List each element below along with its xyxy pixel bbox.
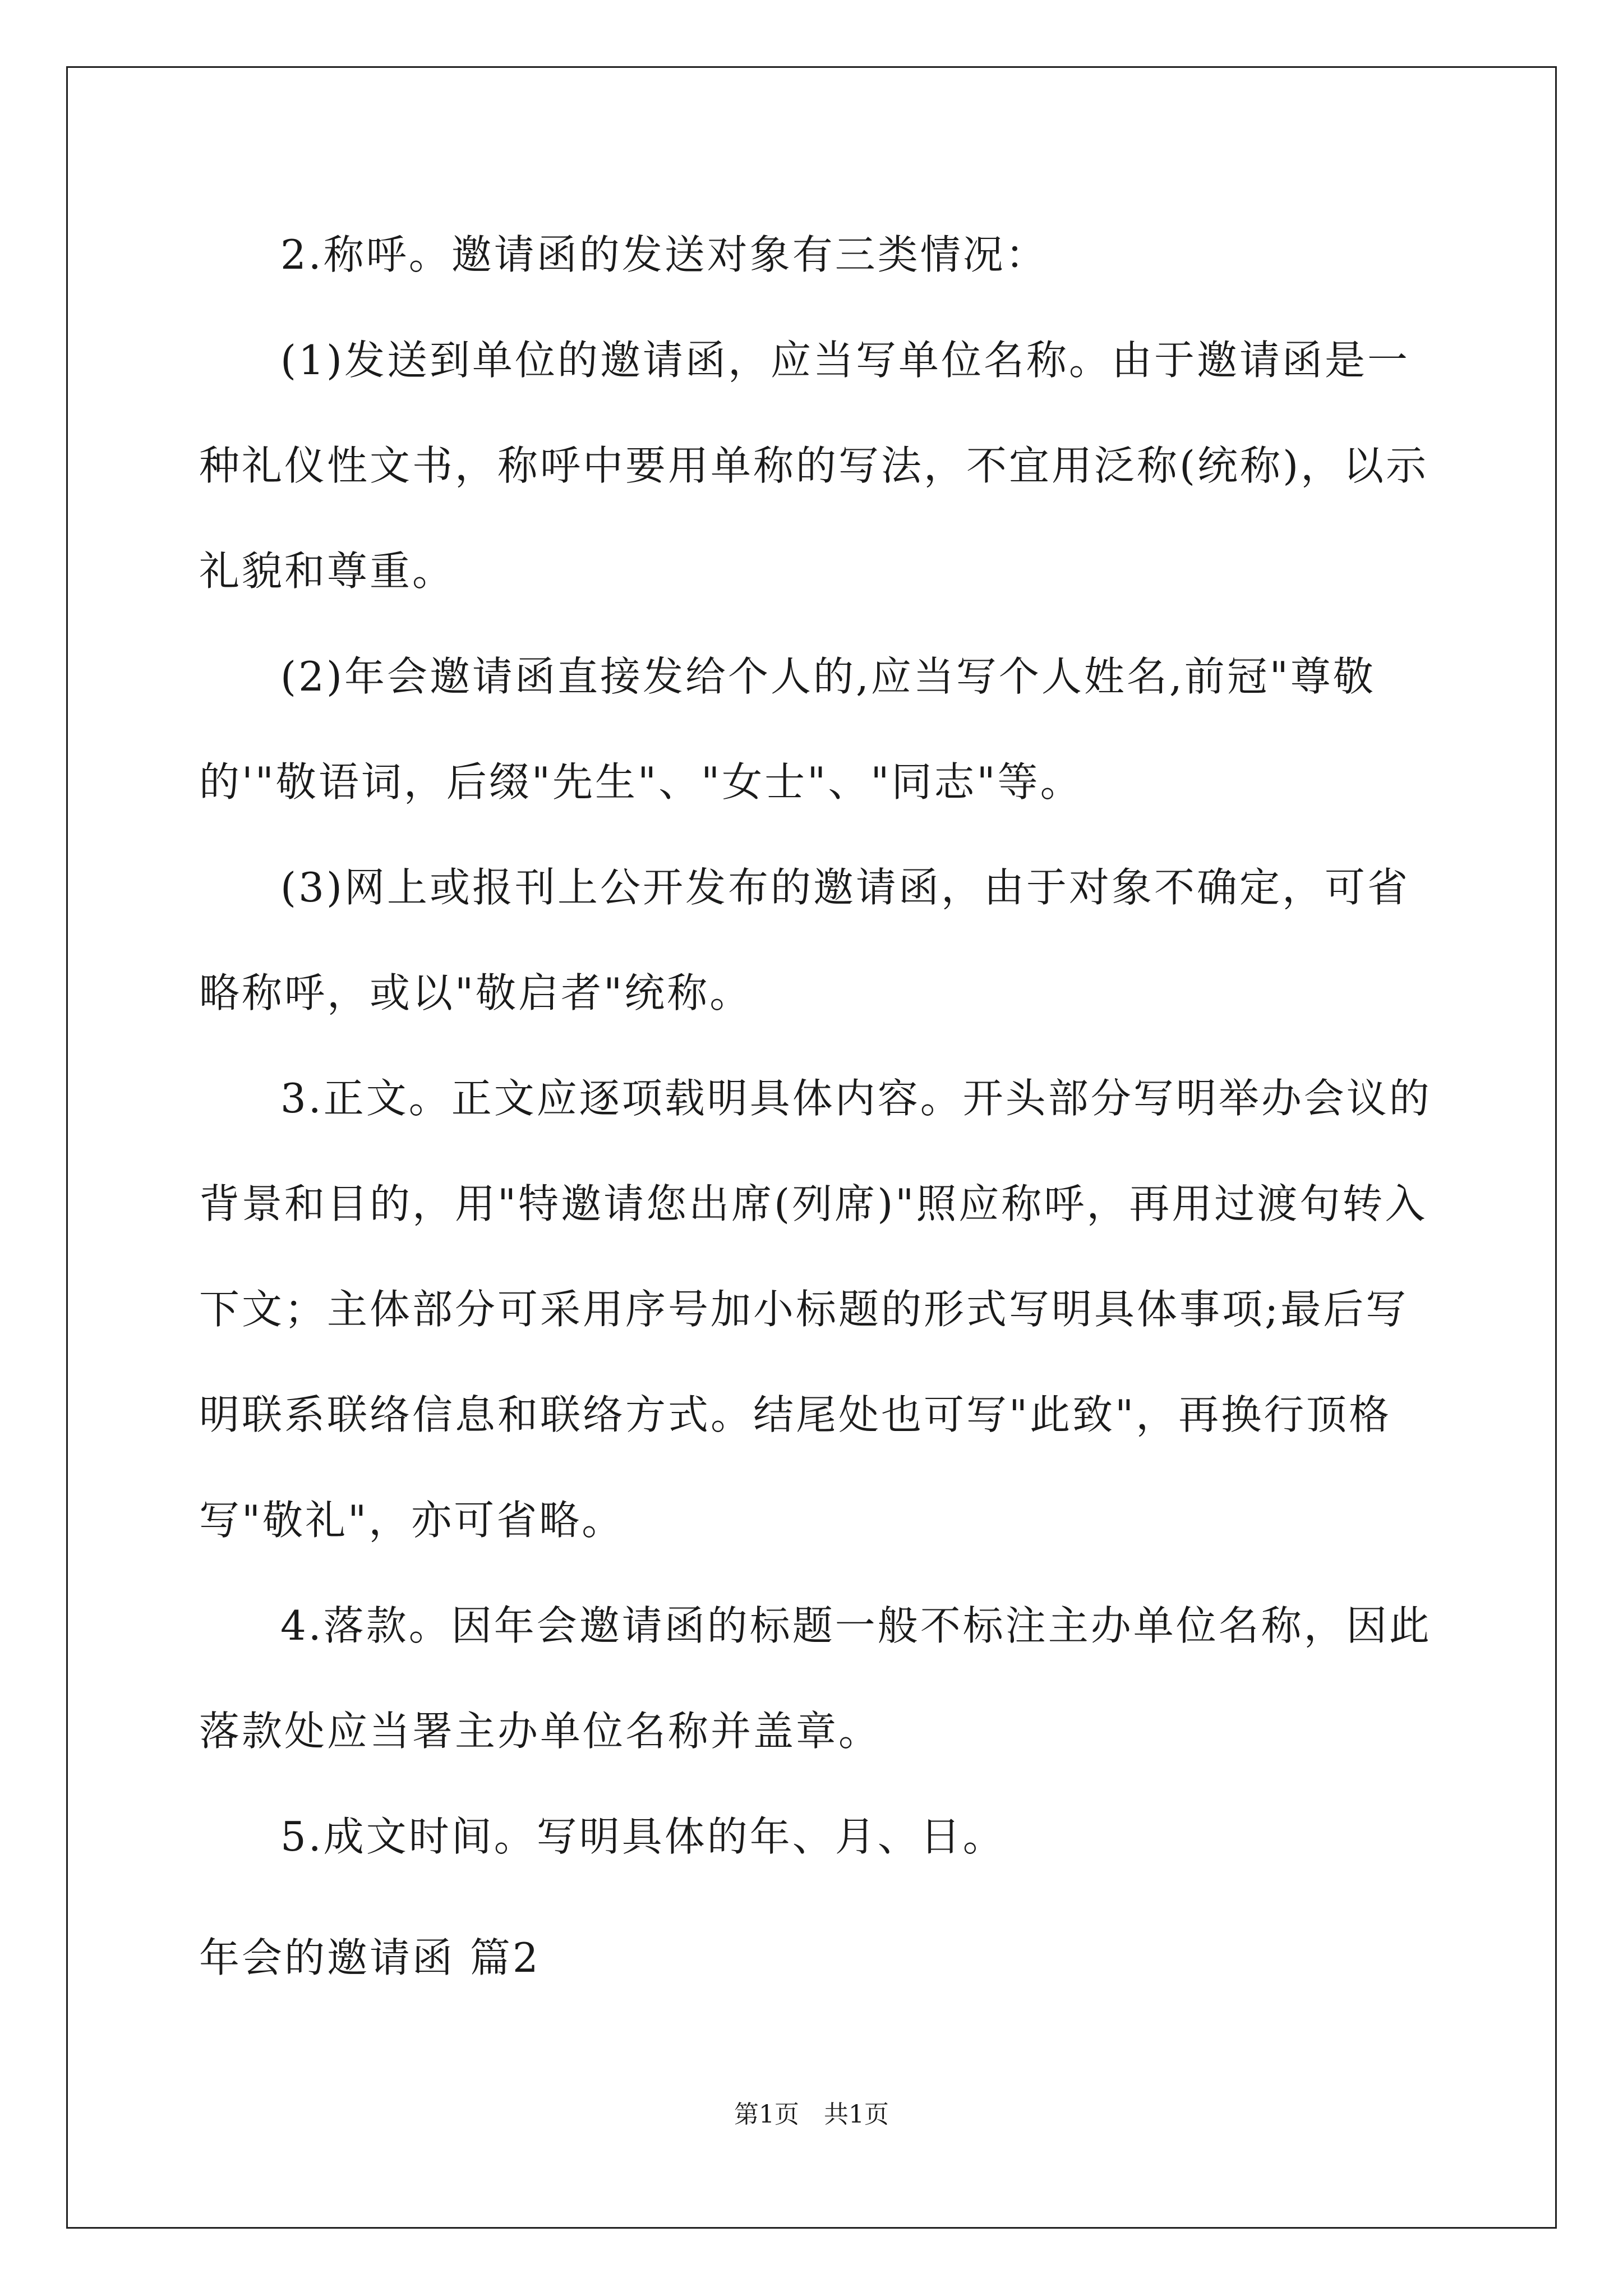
paragraph-date: 5.成文时间。写明具体的年、月、日。 — [280, 1813, 1006, 1860]
paragraph-body-text: 3.正文。正文应逐项载明具体内容。开头部分写明举办会议的背景和目的，用"特邀请您出席(列席)"照应称呼，再用过渡句转入下文；主体部分可采用序号加小标题的形式写明具体事项;最后写明联系联络信息和联络方式。结尾处也可写"此致"，再换行顶格写"敬礼"，亦可省略。 — [199, 1075, 1432, 1544]
paragraph-unit-recipient: (1)发送到单位的邀请函，应当写单位名称。由于邀请函是一种礼仪性文书，称呼中要用单称的写法，不宜用泛称(统称)，以示礼貌和尊重。 — [199, 337, 1429, 595]
page-footer: 第1页 共1页 — [734, 2100, 889, 2129]
paragraph-signature: 4.落款。因年会邀请函的标题一般不标注主办单位名称，因此落款处应当署主办单位名称并盖章。 — [199, 1602, 1432, 1755]
paragraph-individual-recipient: (2)年会邀请函直接发给个人的,应当写个人姓名,前冠"尊敬的'"敬语词，后缀"先生"、"女士"、"同志"等。 — [199, 653, 1376, 806]
section-heading: 年会的邀请函 篇2 — [199, 1934, 541, 1981]
paragraph-salutation: 2.称呼。邀请函的发送对象有三类情况： — [280, 231, 1048, 278]
paragraph-public-recipient: (3)网上或报刊上公开发布的邀请函，由于对象不确定，可省略称呼，或以"敬启者"统称。 — [199, 864, 1410, 1016]
